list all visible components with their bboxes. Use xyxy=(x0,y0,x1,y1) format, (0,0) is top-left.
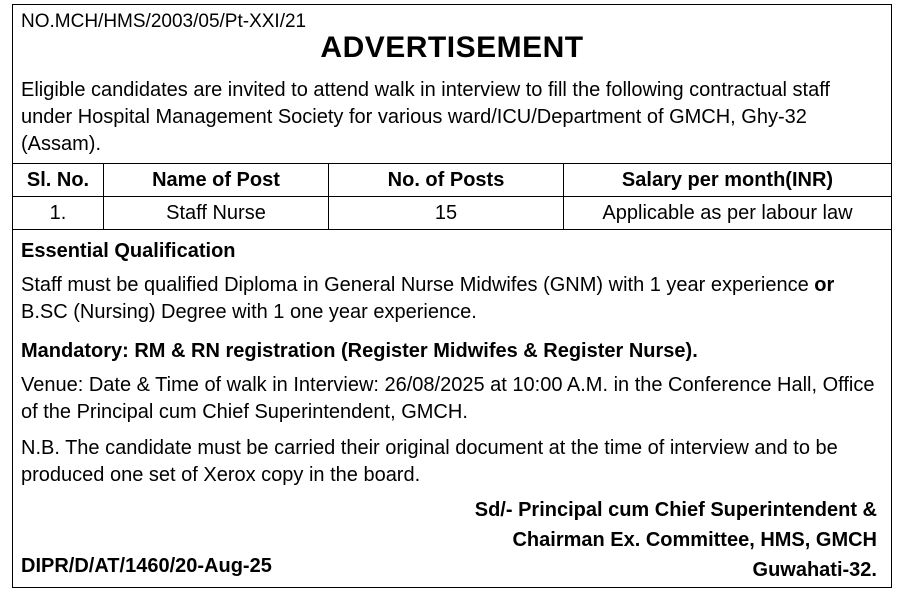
page-title: ADVERTISEMENT xyxy=(320,31,584,64)
signature-line-2: Chairman Ex. Committee, HMS, GMCH xyxy=(512,529,877,551)
header-sl-no: Sl. No. xyxy=(13,164,104,197)
intro-text: Eligible candidates are invited to attend walk in interview to fill the following contractual staff under Hospital Management Society for various ward/ICU/Department of GMCH, Ghy-32 (Assam). xyxy=(21,79,830,155)
dipr-number: DIPR/D/AT/1460/20-Aug-25 xyxy=(21,555,272,577)
cell-post-count: 15 xyxy=(329,197,564,230)
table-header-row xyxy=(13,164,892,197)
posts-table xyxy=(12,163,892,230)
qualification-text xyxy=(21,272,881,326)
qualification-heading: Essential Qualification xyxy=(21,240,236,262)
advertisement-frame xyxy=(12,4,892,588)
header-no-of-posts: No. of Posts xyxy=(329,164,564,197)
header-name-of-post: Name of Post xyxy=(104,164,329,197)
reference-number: NO.MCH/HMS/2003/05/Pt-XXI/21 xyxy=(21,11,307,32)
header-salary: Salary per month(INR) xyxy=(564,164,892,197)
venue-text: Venue: Date & Time of walk in Interview: 26/08/2025 at 10:00 A.M. in the Conference Hall, Office of the Principal cum Chief Superintendent, GMCH. xyxy=(21,374,875,423)
cell-salary: Applicable as per labour law xyxy=(564,197,892,230)
nb-text: N.B. The candidate must be carried their original document at the time of interview and to be produced one set of Xerox copy in the board. xyxy=(21,437,838,486)
qualification-or: or xyxy=(814,274,835,296)
signature-line-3: Guwahati-32. xyxy=(752,559,877,581)
qualification-text-part2: B.SC (Nursing) Degree with 1 one year experience. xyxy=(21,301,477,323)
qualification-text-part1: Staff must be qualified Diploma in General Nurse Midwifes (GNM) with 1 year experience xyxy=(21,274,809,296)
table-row xyxy=(13,197,892,230)
signature-line-1: Sd/- Principal cum Chief Superintendent & xyxy=(474,499,877,521)
cell-sl-no: 1. xyxy=(13,197,104,230)
mandatory-requirement: Mandatory: RM & RN registration (Register Midwifes & Register Nurse). xyxy=(21,340,698,362)
cell-post-name: Staff Nurse xyxy=(104,197,329,230)
signature-block xyxy=(475,495,877,585)
